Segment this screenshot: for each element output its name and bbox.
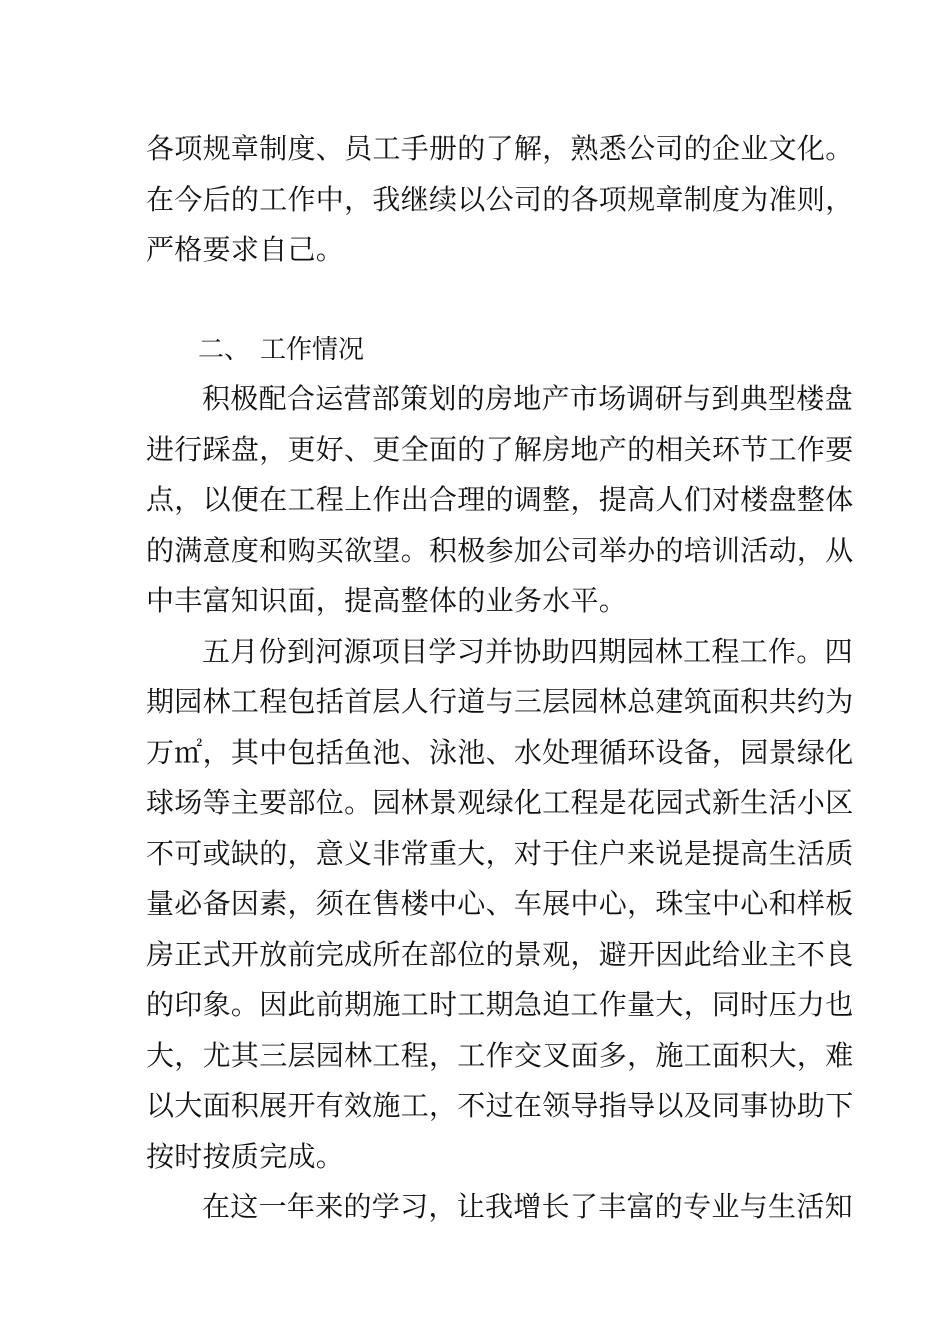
text-line: 积极配合运营部策划的房地产市场调研与到典型楼盘 (202, 382, 853, 415)
text-line: 在今后的工作中，我继续以公司的各项规章制度为准则， (146, 182, 854, 216)
text-line: 量必备因素，须在售楼中心、车展中心，珠宝中心和样板 (146, 887, 854, 920)
text-line: 进行踩盘，更好、更全面的了解房地产的相关环节工作要 (146, 432, 854, 466)
text-line: 中丰富知识面，提高整体的业务水平。 (146, 584, 628, 617)
text-line: 以大面积展开有效施工，不过在领导指导以及同事协助下 (146, 1089, 854, 1122)
text-line: 的满意度和购买欲望。积极参加公司举办的培训活动，从 (146, 533, 854, 567)
text-line: 按时按质完成。 (146, 1139, 345, 1173)
text-line: 严格要求自己。 (146, 233, 345, 266)
text-line: 大，尤其三层园林工程，工作交叉面多，施工面积大，难 (146, 1038, 854, 1072)
text-line: 球场等主要部位。园林景观绿化工程是花园式新生活小区 (146, 786, 854, 819)
section-heading (146, 325, 816, 375)
section-number: 二、 (198, 335, 251, 365)
text-line: 不可或缺的，意义非常重大，对于住户来说是提高生活质 (146, 836, 854, 870)
section-heading-line (146, 325, 816, 375)
text-line: 万㎡，其中包括鱼池、泳池、水处理循环设备，园景绿化 (146, 735, 854, 769)
text-line: 的印象。因此前期施工时工期急迫工作量大，同时压力也 (146, 988, 854, 1021)
text-line: 在这一年来的学习，让我增长了丰富的专业与生活知 (202, 1190, 853, 1223)
intro-paragraph (146, 124, 854, 276)
text-line: 期园林工程包括首层人行道与三层园林总建筑面积共约为 (146, 685, 854, 718)
text-line: 五月份到河源项目学习并协助四期园林工程工作。四 (202, 634, 853, 668)
text-line: 各项规章制度、员工手册的了解，熟悉公司的企业文化。 (146, 132, 854, 165)
text-line: 房正式开放前完成所在部位的景观，避开因此给业主不良 (146, 937, 854, 971)
paragraph-work-research (146, 374, 854, 1233)
text-line: 点，以便在工程上作出合理的调整，提高人们对楼盘整体 (146, 483, 854, 516)
section-title: 工作情况 (260, 335, 365, 365)
